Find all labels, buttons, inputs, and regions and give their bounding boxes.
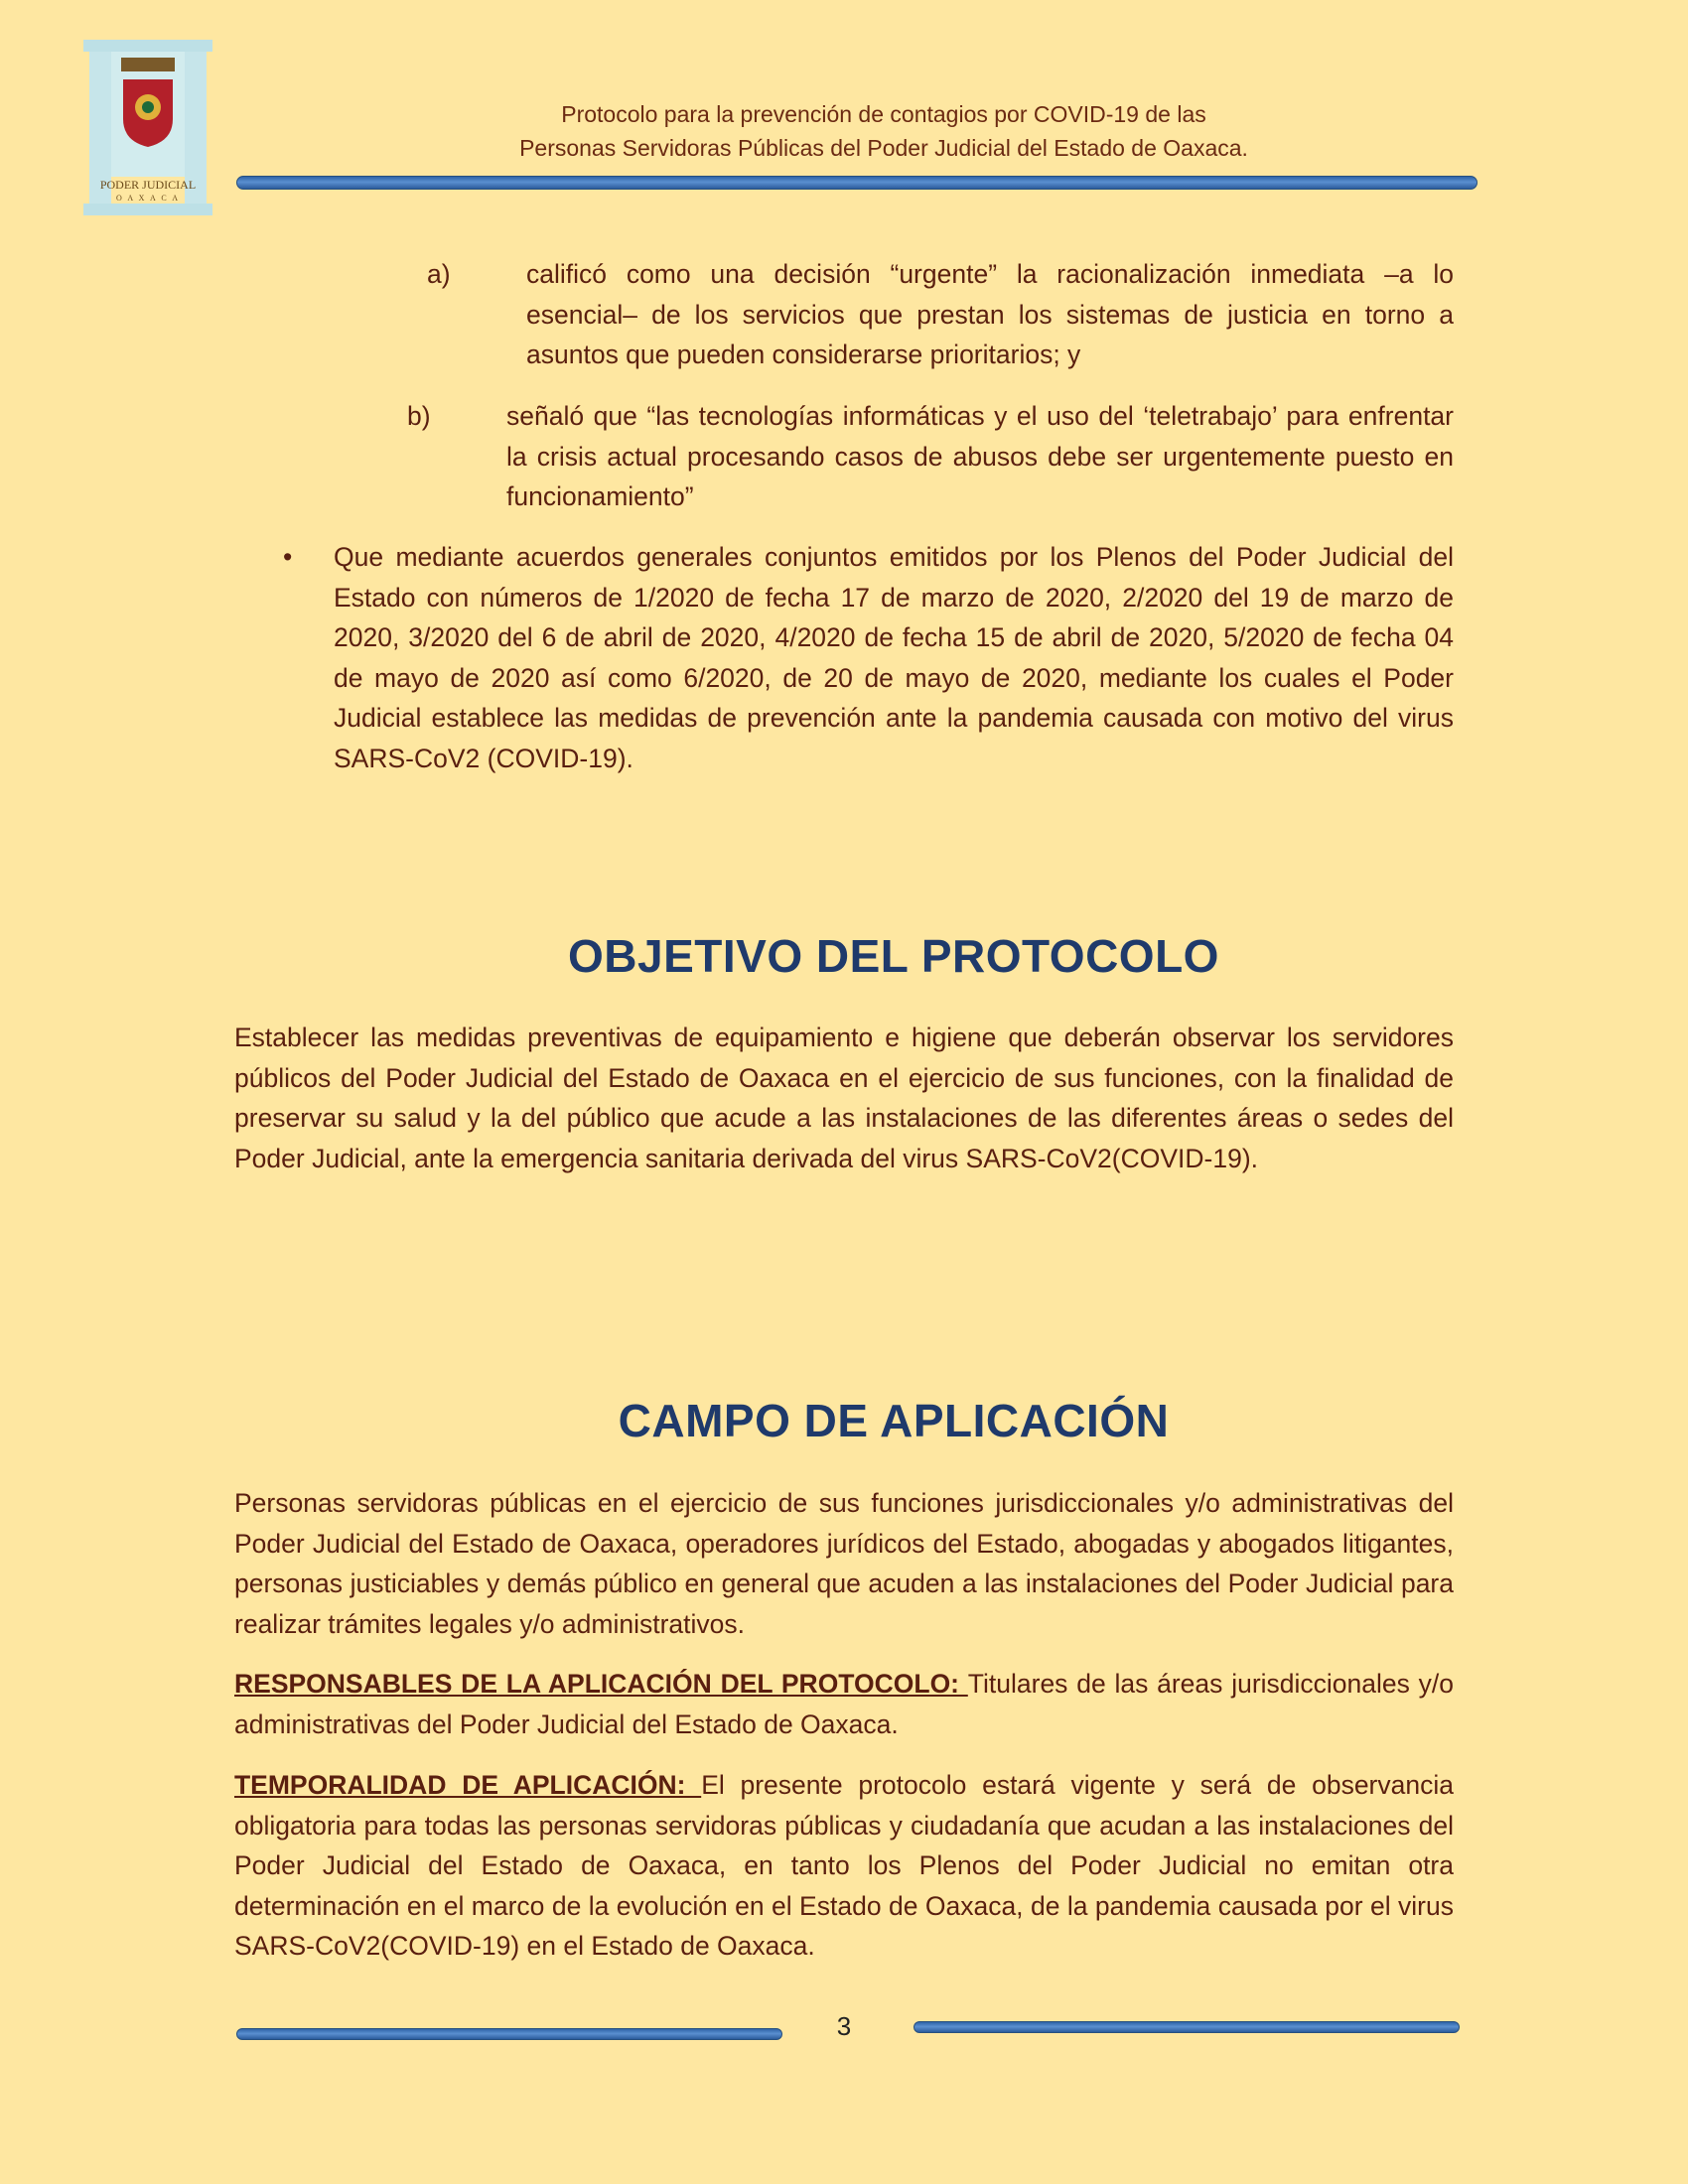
- responsables-paragraph: [234, 1664, 1454, 1744]
- header-title-line-2: Personas Servidoras Públicas del Poder Judicial del Estado de Oaxaca.: [519, 135, 1248, 161]
- objetivo-paragraph: Establecer las medidas preventivas de equipamiento e higiene que deberán observar los servidores públicos del Poder Judicial del Estado de Oaxaca en el ejercicio de sus funciones, con la finalidad de preservar su salud y la del público que acude a las instalaciones de las diferentes áreas o sedes del Poder Judicial, ante la emergencia sanitaria derivada del virus SARS-CoV2(COVID-19).: [234, 1023, 1454, 1173]
- temporalidad-label: TEMPORALIDAD DE APLICACIÓN:: [234, 1770, 702, 1800]
- sublist-marker-b: b): [407, 401, 431, 431]
- footer-divider-right: [914, 2021, 1460, 2033]
- header-title-line-1: Protocolo para la prevención de contagios por COVID-19 de las: [561, 101, 1206, 127]
- bullet-item: Que mediante acuerdos generales conjuntos emitidos por los Plenos del Poder Judicial del Estado con números de 1/2020 de fecha 17 de marzo de 2020, 2/2020 del 19 de marzo de 2020, 3/2020 del 6 de abril de 2020, 4/2020 de fecha 15 de abril de 2020, 5/2020 de fecha 04 de mayo de 2020 así como 6/2020, de 20 de mayo de 2020, mediante los cuales el Poder Judicial establece las medidas de prevención ante la pandemia causada con motivo del virus SARS-CoV2 (COVID-19).: [334, 542, 1454, 773]
- responsables-label: RESPONSABLES DE LA APLICACIÓN DEL PROTOCOLO:: [234, 1669, 968, 1699]
- sublist-marker-a: a): [427, 259, 451, 289]
- svg-text:O A X A C A: O A X A C A: [115, 194, 181, 203]
- campo-paragraph: Personas servidoras públicas en el ejercicio de sus funciones jurisdiccionales y/o administrativas del Poder Judicial del Estado de Oaxaca, operadores jurídicos del Estado, abogadas y abogados litigantes, personas justiciables y demás público en general que acuden a las instalaciones del Poder Judicial para realizar trámites legales y/o administrativos.: [234, 1488, 1454, 1639]
- campo-heading: CAMPO DE APLICACIÓN: [618, 1395, 1170, 1446]
- objetivo-heading: OBJETIVO DEL PROTOCOLO: [568, 930, 1219, 982]
- page-number: 3: [836, 2011, 852, 2041]
- sublist-item-b: señaló que “las tecnologías informáticas y el uso del ‘teletrabajo’ para enfrentar la crisis actual procesando casos de abusos debe ser urgentemente puesto en funcionamiento”: [506, 401, 1454, 511]
- temporalidad-text: El presente protocolo estará vigente y será de observancia obligatoria para todas las personas servidoras públicas y ciudadanía que acudan a las instalaciones del Poder Judicial del Estado de Oaxaca, en tanto los Plenos del Poder Judicial no emitan otra determinación en el marco de la evolución en el Estado de Oaxaca, de la pandemia causada por el virus SARS-CoV2(COVID-19) en el Estado de Oaxaca.: [234, 1770, 1454, 1961]
- poder-judicial-logo: [83, 40, 212, 216]
- logo-emblem-icon: [83, 40, 212, 216]
- responsables-text: Titulares de las áreas jurisdiccionales y/o administrativas del Poder Judicial del Estado de Oaxaca.: [234, 1669, 1455, 1739]
- footer-divider-left: [236, 2028, 782, 2040]
- sublist-item-a: calificó como una decisión “urgente” la racionalización inmediata –a lo esencial– de los servicios que prestan los sistemas de justicia en torno a asuntos que pueden considerarse prioritarios; y: [526, 259, 1454, 369]
- bullet-marker: •: [283, 542, 293, 572]
- document-header-title: [338, 97, 1430, 165]
- svg-text:PODER JUDICIAL: PODER JUDICIAL: [99, 178, 197, 192]
- header-divider: [236, 176, 1477, 190]
- temporalidad-paragraph: [234, 1765, 1454, 1967]
